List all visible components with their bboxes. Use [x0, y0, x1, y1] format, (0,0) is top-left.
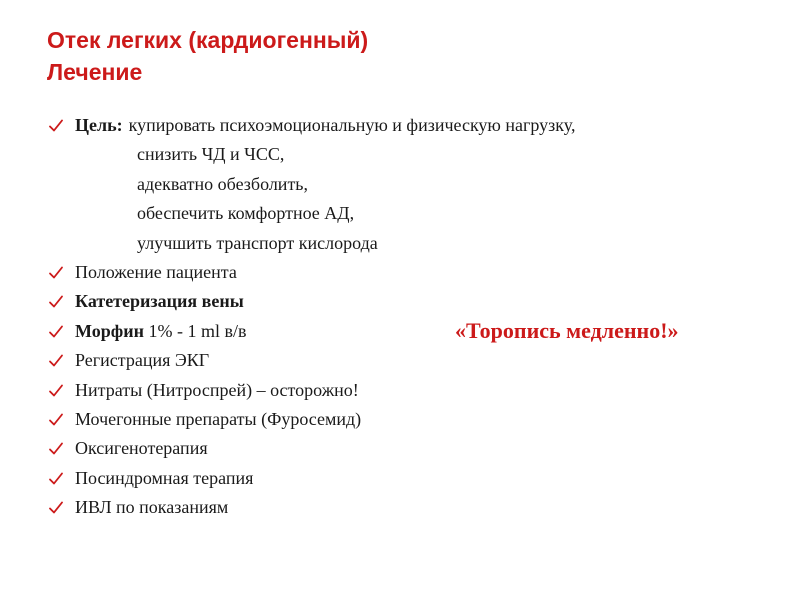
list-item — [48, 346, 748, 375]
list-item — [48, 464, 748, 493]
check-mark-icon — [48, 412, 64, 428]
list-item-text: Положение пациента — [75, 261, 237, 282]
goal-line: купировать психоэмоциональную и физическую нагрузку, — [128, 115, 576, 135]
list-item-text: ИВЛ по показаниям — [75, 497, 229, 518]
check-mark-icon — [48, 353, 64, 369]
slide-title-line-2: Лечение — [47, 59, 143, 85]
list-item — [48, 405, 748, 434]
list-item-text: Нитраты (Нитроспрей) – осторожно! — [75, 379, 359, 400]
list-item — [48, 493, 748, 522]
list-item — [48, 287, 748, 316]
list-item-text: Оксигенотерапия — [75, 438, 208, 459]
goal-line: обеспечить комфортное АД, — [137, 203, 355, 224]
goal-line: улучшить транспорт кислорода — [137, 232, 378, 253]
check-mark-icon — [48, 383, 64, 399]
list-item-goal — [48, 111, 748, 140]
check-mark-icon — [48, 118, 64, 134]
goal-text — [75, 111, 575, 140]
list-item-text: Мочегонные препараты (Фуросемид) — [75, 408, 362, 429]
check-mark-icon — [48, 500, 64, 516]
goal-line: снизить ЧД и ЧСС, — [137, 144, 285, 165]
list-item-text: Посиндромная терапия — [75, 467, 254, 488]
check-mark-icon — [48, 324, 64, 340]
list-item-text — [75, 317, 246, 346]
list-item-text: Регистрация ЭКГ — [75, 350, 210, 371]
goal-line: адекватно обезболить, — [137, 173, 309, 194]
list-item — [48, 434, 748, 463]
drug-name: Морфин — [75, 320, 144, 341]
check-mark-icon — [48, 294, 64, 310]
slide-title-line-1: Отек легких (кардиогенный) — [47, 27, 369, 53]
slide-title — [47, 24, 368, 88]
check-mark-icon — [48, 441, 64, 457]
list-item-text: Катетеризация вены — [75, 291, 244, 312]
drug-dose: 1% - 1 ml в/в — [143, 320, 247, 341]
list-item — [48, 258, 748, 287]
list-item — [48, 376, 748, 405]
goal-label: Цель: — [75, 115, 123, 135]
motto-quote: «Торопись медленно!» — [455, 318, 679, 343]
check-mark-icon — [48, 265, 64, 281]
check-mark-icon — [48, 471, 64, 487]
